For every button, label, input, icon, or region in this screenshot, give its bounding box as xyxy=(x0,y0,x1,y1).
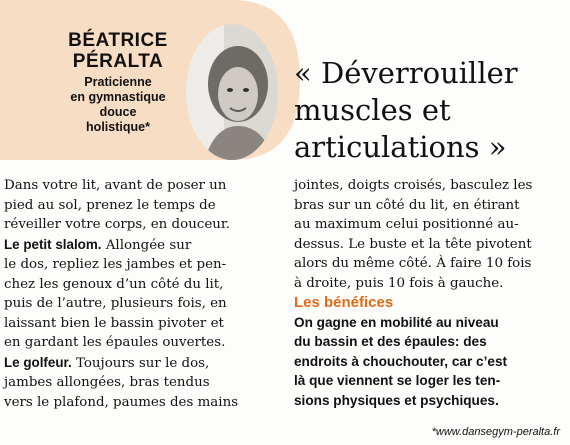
author-photo xyxy=(184,22,280,162)
author-byline xyxy=(28,30,208,135)
headline-line: articulations » xyxy=(294,130,507,164)
author-name-line1: BÉATRICE xyxy=(68,30,168,51)
body-line: laissant bien le bassin pivoter et xyxy=(4,315,224,331)
body-line: chez les genoux d’un côté du lit, xyxy=(4,276,224,292)
exercise-title: Le golfeur. xyxy=(4,354,72,370)
body-line: alors du même côté. À faire 10 fois xyxy=(294,256,532,271)
body-line: en gardant les épaules ouvertes. xyxy=(4,335,226,350)
benefits-line: du bassin et des épaules: des xyxy=(294,334,487,349)
headline-line: « Déverrouiller xyxy=(294,56,518,90)
body-column-right xyxy=(294,176,564,410)
body-line: jambes allongées, bras tendus xyxy=(4,375,210,390)
author-role xyxy=(28,75,208,135)
author-role-line: Praticienne xyxy=(84,75,152,89)
body-line: à droite, puis 10 fois à gauche. xyxy=(294,275,504,291)
body-line xyxy=(4,235,266,256)
benefits-line: On gagne en mobilité au niveau xyxy=(294,314,499,330)
body-line: Dans votre lit, avant de poser un xyxy=(4,178,227,193)
body-column-left xyxy=(4,176,266,412)
body-line: vers le plafond, paumes des mains xyxy=(4,394,239,410)
body-line: réveiller votre corps, en douceur. xyxy=(4,217,231,232)
benefits-line: là que viennent se loger les ten- xyxy=(294,373,501,388)
body-line: le dos, repliez les jambes et pen- xyxy=(4,257,227,272)
author-role-line: douce xyxy=(99,105,137,119)
benefits-line: endroits à chouchouter, car c’est xyxy=(294,353,508,369)
author-name-line2: PÉRALTA xyxy=(72,51,164,72)
body-line: puis de l’autre, plusieurs fois, en xyxy=(4,296,227,311)
body-line: pied au sol, prenez le temps de xyxy=(4,197,216,213)
body-line: dessus. Le buste et la tête pivotent xyxy=(294,236,532,252)
article-headline xyxy=(294,55,566,166)
article-header xyxy=(0,0,570,170)
author-role-line: en gymnastique xyxy=(70,90,166,104)
body-line: au maximum celui positionné au- xyxy=(294,217,519,232)
body-line: jointes, doigts croisés, basculez les xyxy=(294,178,533,193)
body-line xyxy=(4,353,266,374)
source-footnote: *www.dansegym-peralta.fr xyxy=(431,426,560,438)
body-text: Allongée sur xyxy=(101,237,192,253)
headline-line: muscles et xyxy=(294,93,451,127)
benefits-line: sions physiques et psychiques. xyxy=(294,392,499,408)
benefits-heading: Les bénéfices xyxy=(294,294,394,311)
body-text: Toujours sur le dos, xyxy=(71,355,210,371)
body-line: bras sur un côté du lit, en étirant xyxy=(294,197,520,213)
author-role-line: holistique* xyxy=(86,120,150,134)
exercise-title: Le petit slalom. xyxy=(4,236,102,252)
